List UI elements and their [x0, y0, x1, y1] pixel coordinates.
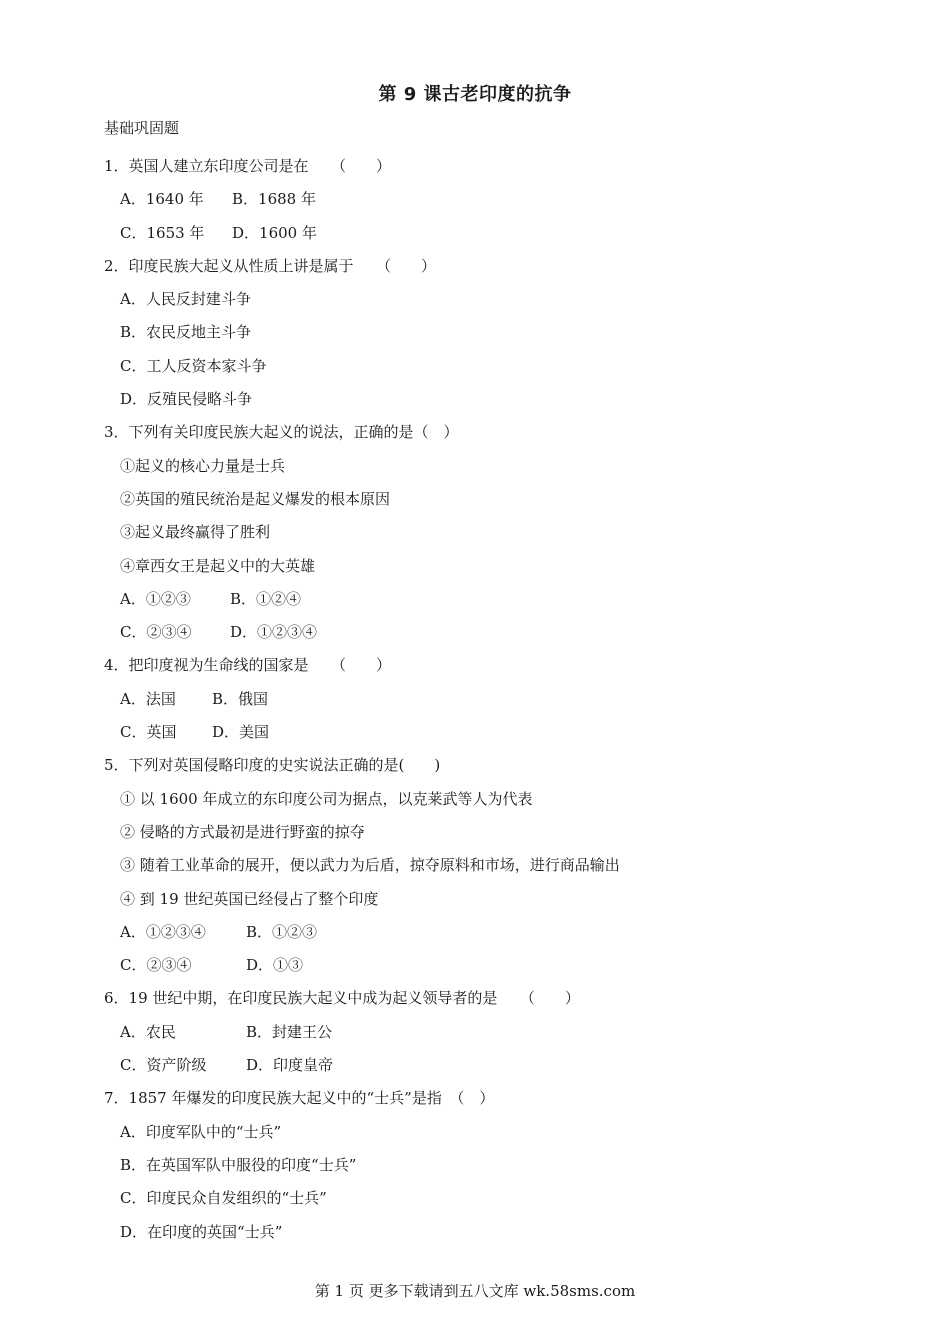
option-row: [104, 683, 844, 716]
question-stem: 4．把印度视为生命线的国家是 （ ）: [104, 656, 392, 675]
question-stem: 1．英国人建立东印度公司是在 （ ）: [104, 157, 392, 175]
option-text: ③ 随着工业革命的展开，便以武力为后盾，掠夺原料和市场，进行商品输出: [120, 856, 620, 875]
option-row: [104, 350, 844, 383]
question-stem: 5．下列对英国侵略印度的史实说法正确的是( ): [104, 756, 441, 775]
question-stem: 6．19 世纪中期，在印度民族大起义中成为起义领导者的是 （ ）: [104, 989, 580, 1008]
option-text: B．在英国军队中服役的印度“士兵”: [120, 1155, 357, 1174]
question-stem: 2．印度民族大起义从性质上讲是属于 （ ）: [104, 256, 437, 275]
option-row: [104, 583, 844, 616]
option-row: [104, 849, 844, 882]
option-row: [104, 949, 844, 982]
page-footer: 第 1 页 更多下载请到五八文库 wk.58sms.com: [314, 1282, 636, 1300]
question-stem: 7．1857 年爆发的印度民族大起义中的“士兵”是指 （ ）: [104, 1089, 495, 1108]
option-text: A．农民: [120, 1022, 176, 1041]
option-row: [104, 516, 844, 549]
option-text: ② 侵略的方式最初是进行野蛮的掠夺: [120, 822, 365, 841]
option-text: A．人民反封建斗争: [120, 290, 251, 309]
option-text: D．1600 年: [232, 223, 317, 242]
option-text: C．英国: [120, 723, 177, 742]
question-stem: 3．下列有关印度民族大起义的说法，正确的是（ ）: [104, 423, 459, 442]
option-row: [104, 550, 844, 583]
option-text: D．印度皇帝: [246, 1056, 334, 1075]
option-row: [104, 783, 844, 816]
option-text: A．印度军队中的“士兵”: [120, 1122, 282, 1141]
question-list: [104, 150, 844, 1249]
option-text: D．①②③④: [230, 623, 318, 642]
option-row: [104, 1016, 844, 1049]
option-row: [104, 616, 844, 649]
option-row: [104, 816, 844, 849]
option-row: [104, 883, 844, 916]
option-row: [104, 1116, 844, 1149]
option-row: [104, 283, 844, 316]
option-text: D．①③: [246, 956, 304, 975]
option-text: B．俄国: [212, 689, 269, 708]
option-row: [104, 1149, 844, 1182]
option-row: [104, 483, 844, 516]
option-text: B．封建王公: [246, 1022, 333, 1041]
option-text: B．农民反地主斗争: [120, 323, 252, 342]
option-text: ③起义最终赢得了胜利: [120, 523, 271, 542]
option-text: B．①②④: [230, 589, 302, 608]
option-text: C．印度民众自发组织的“士兵”: [120, 1189, 327, 1208]
option-text: B．①②③: [246, 922, 318, 941]
option-text: A．①②③: [120, 589, 191, 608]
option-row: [104, 450, 844, 483]
option-row: [104, 916, 844, 949]
option-text: C．②③④: [120, 956, 192, 975]
option-text: ① 以 1600 年成立的东印度公司为据点，以克莱武等人为代表: [120, 789, 533, 808]
section-label: 基础巩固题: [104, 119, 180, 137]
option-row: [104, 316, 844, 349]
option-row: [104, 383, 844, 416]
option-text: C．工人反资本家斗争: [120, 356, 267, 375]
option-text: C．资产阶级: [120, 1056, 207, 1075]
option-text: A．1640 年: [120, 190, 204, 209]
option-text: ④ 到 19 世纪英国已经侵占了整个印度: [120, 889, 379, 908]
option-text: A．法国: [120, 689, 176, 708]
option-text: D．在印度的英国“士兵”: [120, 1222, 283, 1241]
option-text: B．1688 年: [232, 190, 316, 209]
option-row: [104, 217, 844, 250]
option-row: [104, 1216, 844, 1249]
option-text: C．②③④: [120, 623, 192, 642]
option-text: C．1653 年: [120, 223, 205, 242]
option-text: A．①②③④: [120, 922, 206, 941]
option-row: [104, 716, 844, 749]
option-text: D．美国: [212, 723, 270, 742]
page-title: 第 9 课古老印度的抗争: [378, 84, 572, 105]
option-text: ①起义的核心力量是士兵: [120, 456, 286, 475]
option-row: [104, 1182, 844, 1215]
option-row: [104, 183, 844, 216]
option-text: D．反殖民侵略斗争: [120, 390, 253, 409]
option-row: [104, 1049, 844, 1082]
option-text: ②英国的殖民统治是起义爆发的根本原因: [120, 489, 391, 508]
option-text: ④章西女王是起义中的大英雄: [120, 556, 316, 575]
